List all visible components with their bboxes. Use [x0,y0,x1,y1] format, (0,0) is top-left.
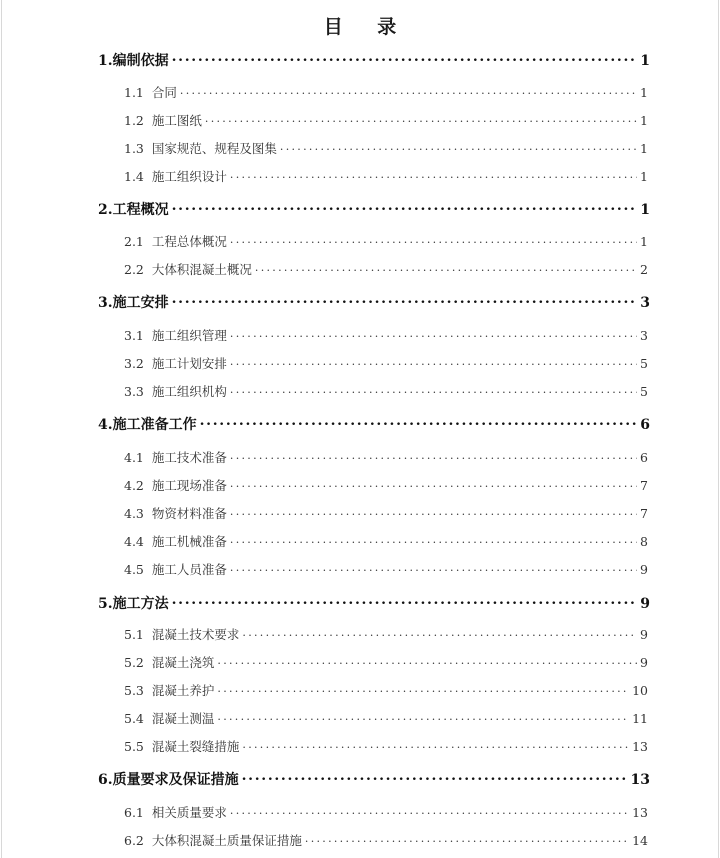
toc-page-number: 9 [640,655,648,670]
toc-section-entry[interactable] [124,625,648,643]
toc-page-number: 9 [640,627,648,642]
toc-page-number: 2 [640,262,648,277]
toc-page-number: 1 [640,141,648,156]
toc-entry-text: 施工图纸 [151,113,202,128]
toc-section-entry[interactable] [124,232,648,250]
toc-section-entry[interactable] [124,260,648,278]
dot-leader [305,833,629,846]
toc-entry-number: 1.2 [124,113,144,128]
toc-entry-text: 大体积混凝土概况 [151,262,252,277]
toc-entry-label: 2.工程概况 [98,202,169,218]
toc-entry-number: 3.1 [124,328,144,343]
toc-section-entry[interactable] [124,681,648,699]
toc-entry-label [124,737,239,755]
toc-page-number: 10 [632,683,648,698]
toc-entry-number: 5.1 [124,627,144,642]
dot-leader [230,478,637,491]
toc-page-number: 6 [640,417,650,433]
dot-leader [172,293,638,307]
toc-page-number: 3 [640,295,650,311]
dot-leader [200,415,638,429]
toc-entry-number: 3.3 [124,384,144,399]
dot-leader [172,51,638,65]
toc-entry-label: 4.施工准备工作 [98,417,197,433]
dot-leader [230,328,637,341]
toc-section-entry[interactable] [124,709,648,727]
toc-entry-label [124,532,227,550]
toc-section-entry[interactable] [124,448,648,466]
toc-entry-text: 大体积混凝土质量保证措施 [151,833,302,848]
toc-entry-text: 混凝土裂缝措施 [151,739,240,754]
toc-entry-label [124,111,202,129]
dot-leader [280,141,637,154]
dot-leader [230,506,637,519]
toc-page-number: 13 [632,739,648,754]
page-title: 目 录 [323,16,411,38]
dot-leader [230,169,637,182]
toc-entry-text: 合同 [151,85,177,100]
toc-entry-label [124,653,214,671]
toc-section-entry[interactable] [124,167,648,185]
dot-leader [217,711,629,724]
dot-leader [217,655,637,668]
toc-entry-label [124,625,239,643]
toc-page-number: 1 [640,113,648,128]
toc-entry-number: 6.2 [124,833,144,848]
toc-entry-text: 施工技术准备 [151,450,227,465]
toc-entry-label [124,83,177,101]
toc-page-number: 14 [632,833,648,848]
toc-section-entry[interactable] [124,354,648,372]
toc-entry-number: 2.2 [124,262,144,277]
toc-chapter-entry[interactable] [98,199,650,219]
toc-page-number: 7 [640,478,648,493]
toc-entry-number: 5.3 [124,683,144,698]
toc-page-number: 6 [640,450,648,465]
toc-entry-number: 6.1 [124,805,144,820]
toc-entry-text: 混凝土技术要求 [151,627,240,642]
toc-section-entry[interactable] [124,382,648,400]
toc-entry-text: 施工计划安排 [151,356,227,371]
dot-leader [255,262,637,275]
toc-entry-text: 国家规范、规程及图集 [151,141,277,156]
toc-section-entry[interactable] [124,111,648,129]
dot-leader [242,627,637,640]
toc-page-number: 5 [640,384,648,399]
toc-entry-number: 4.1 [124,450,144,465]
toc-chapter-entry[interactable] [98,50,650,70]
page-edge-left [1,0,2,858]
toc-entry-text: 工程总体概况 [151,234,227,249]
toc-entry-label [124,326,227,344]
page-edge-right [718,0,719,858]
toc-section-entry[interactable] [124,532,648,550]
toc-entry-text: 施工组织机构 [151,384,227,399]
toc-entry-number: 5.4 [124,711,144,726]
toc-entry-number: 5.2 [124,655,144,670]
toc-entry-label [124,260,252,278]
dot-leader [230,534,637,547]
toc-entry-text: 混凝土养护 [151,683,215,698]
toc-section-entry[interactable] [124,737,648,755]
toc-entry-text: 施工人员准备 [151,562,227,577]
toc-entry-label [124,831,302,849]
toc-entry-text: 混凝土测温 [151,711,215,726]
toc-section-entry[interactable] [124,831,648,849]
toc-page-number: 8 [640,534,648,549]
toc-entry-label [124,681,214,699]
toc-entry-label [124,448,227,466]
toc-page-number: 13 [630,772,650,788]
toc-entry-text: 混凝土浇筑 [151,655,215,670]
toc-entry-label [124,354,227,372]
toc-page-number: 5 [640,356,648,371]
toc-page-number: 1 [640,53,650,69]
toc-page-number: 9 [640,596,650,612]
toc-page-number: 1 [640,202,650,218]
dot-leader [205,113,637,126]
toc-section-entry[interactable] [124,83,648,101]
dot-leader [242,770,628,784]
toc-chapter-entry[interactable] [98,769,650,789]
toc-entry-label: 6.质量要求及保证措施 [98,772,239,788]
toc-chapter-entry[interactable] [98,292,650,312]
toc-page-number: 7 [640,506,648,521]
toc-entry-text: 相关质量要求 [151,805,227,820]
toc-entry-number: 4.2 [124,478,144,493]
toc-section-entry[interactable] [124,504,648,522]
toc-entry-number: 1.4 [124,169,144,184]
toc-entry-text: 施工机械准备 [151,534,227,549]
toc-page-number: 3 [640,328,648,343]
toc-entry-text: 施工组织管理 [151,328,227,343]
toc-chapter-entry[interactable] [98,414,650,434]
toc-section-entry[interactable] [124,326,648,344]
toc-entry-label [124,232,227,250]
toc-entry-number: 1.3 [124,141,144,156]
toc-page-number: 1 [640,234,648,249]
dot-leader [230,384,637,397]
dot-leader [172,200,638,214]
toc-entry-number: 3.2 [124,356,144,371]
dot-leader [230,450,637,463]
toc-page-number: 13 [632,805,648,820]
toc-entry-label [124,476,227,494]
toc-entry-number: 4.5 [124,562,144,577]
toc-entry-label [124,139,277,157]
toc-entry-number: 1.1 [124,85,144,100]
toc-entry-text: 施工组织设计 [151,169,227,184]
toc-entry-label [124,167,227,185]
toc-section-entry[interactable] [124,476,648,494]
toc-section-entry[interactable] [124,653,648,671]
toc-entry-number: 4.4 [124,534,144,549]
toc-entry-number: 5.5 [124,739,144,754]
toc-page-number: 11 [632,711,648,726]
toc-section-entry[interactable] [124,803,648,821]
dot-leader [180,85,637,98]
toc-page-number: 1 [640,169,648,184]
toc-entry-number: 4.3 [124,506,144,521]
toc-entry-label: 1.编制依据 [98,53,169,69]
toc-entry-label [124,560,227,578]
dot-leader [230,356,637,369]
dot-leader [242,739,629,752]
toc-entry-number: 2.1 [124,234,144,249]
toc-entry-label [124,803,227,821]
toc-chapter-entry[interactable] [98,593,650,613]
toc-page-number: 1 [640,85,648,100]
toc-entry-label: 3.施工安排 [98,295,169,311]
toc-entry-text: 施工现场准备 [151,478,227,493]
dot-leader [230,234,637,247]
toc-section-entry[interactable] [124,139,648,157]
dot-leader [230,805,629,818]
toc-page-number: 9 [640,562,648,577]
dot-leader [230,562,637,575]
toc-entry-text: 物资材料准备 [151,506,227,521]
toc-entry-label [124,504,227,522]
toc-entry-label [124,709,214,727]
toc-entry-label: 5.施工方法 [98,596,169,612]
toc-section-entry[interactable] [124,560,648,578]
toc-entry-label [124,382,227,400]
dot-leader [172,594,638,608]
dot-leader [217,683,629,696]
